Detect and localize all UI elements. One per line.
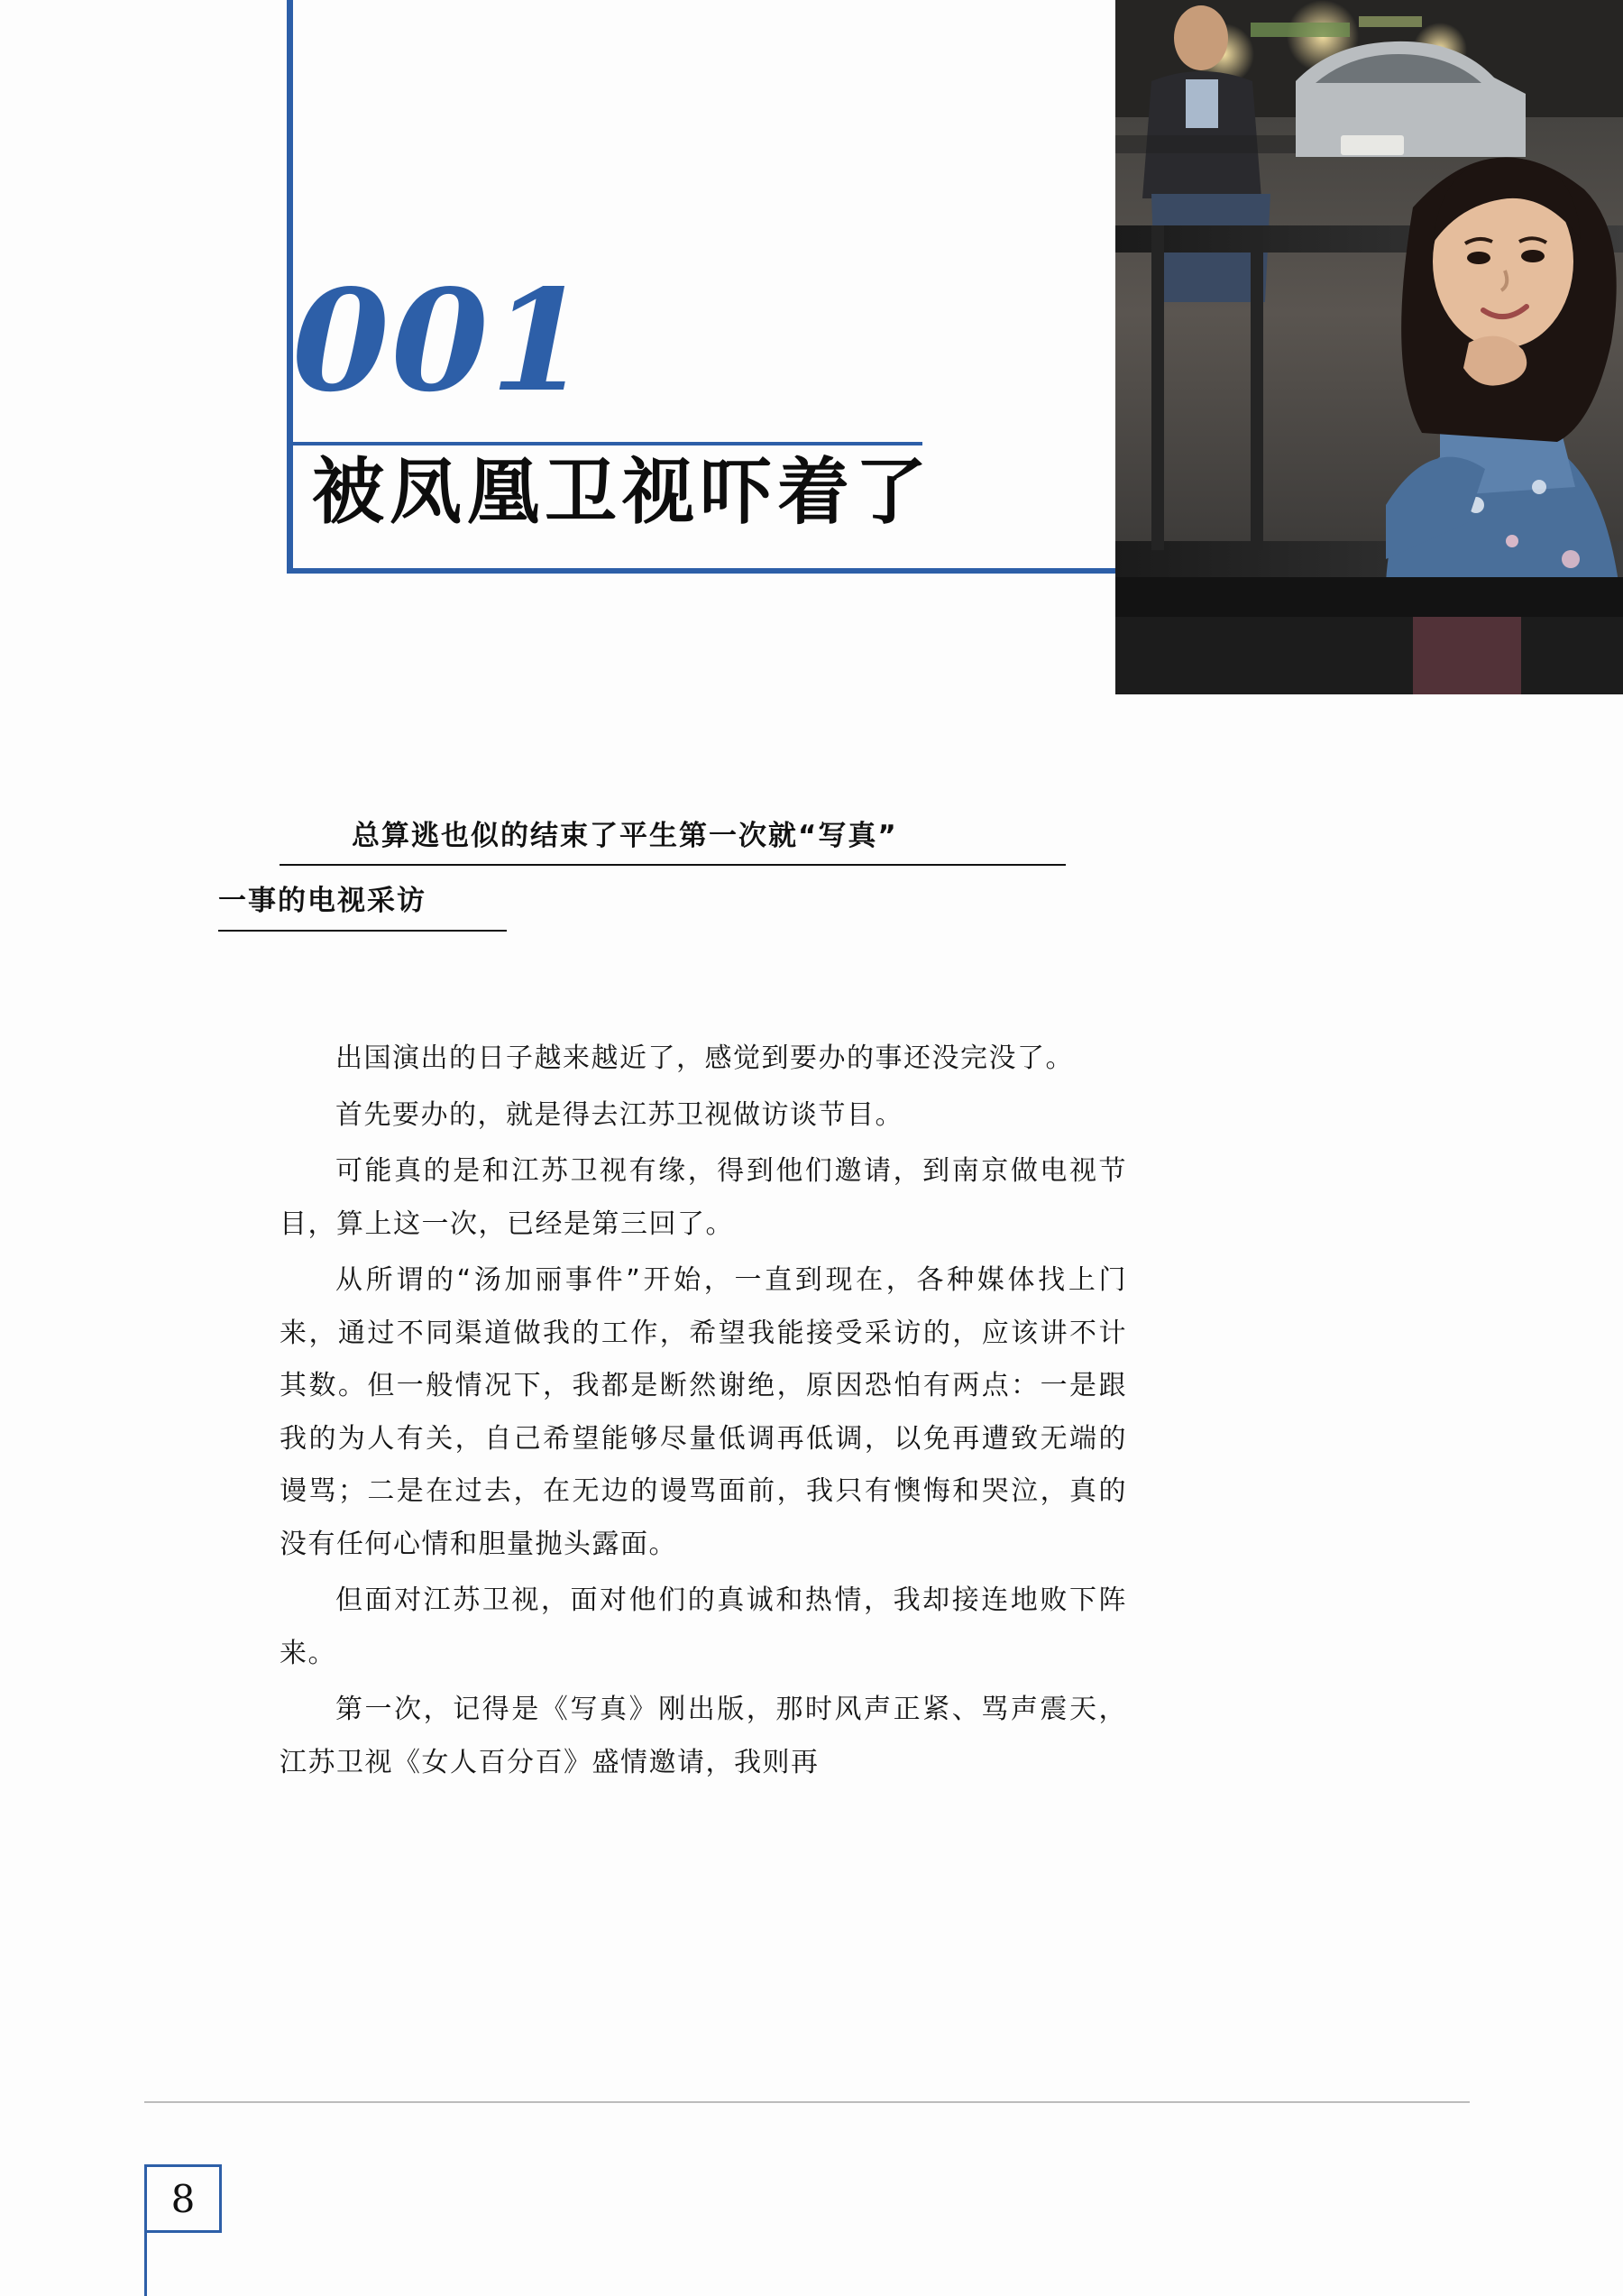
chapter-horizontal-rule	[287, 568, 1125, 574]
body-paragraph: 出国演出的日子越来越近了，感觉到要办的事还没完没了。	[335, 1042, 1074, 1074]
chapter-header	[287, 0, 1134, 595]
body-paragraph: 从所谓的“汤加丽事件”开始，一直到现在，各种媒体找上门来，通过不同渠道做我的工作，希望我能接受采访的，应该讲不计其数。但一般情况下，我都是断然谢绝，原因恐怕有两点：一是跟我的为人有关，自己希望能够尽量低调再低调，以免再遭致无端的谩骂；二是在过去，在无边的谩骂面前，我只有懊悔和哭泣，真的没有任何心情和胆量抛头露面。	[280, 1264, 1127, 1560]
body-paragraph: 首先要办的，就是得去江苏卫视做访谈节目。	[335, 1098, 903, 1131]
page-number: 8	[170, 2176, 196, 2221]
photo-illustration	[1115, 0, 1623, 694]
footer-divider	[144, 2101, 1470, 2103]
chapter-number-underline	[291, 442, 922, 445]
chapter-photo	[1115, 0, 1623, 694]
chapter-title: 被凤凰卫视吓着了	[312, 449, 932, 534]
body-paragraph: 但面对江苏卫视，面对他们的真诚和热情，我却接连地败下阵来。	[280, 1584, 1127, 1669]
lede-line-1: 总算逃也似的结束了平生第一次就“写真”	[280, 812, 1066, 866]
footer-accent-bar	[144, 2233, 147, 2296]
body-paragraph: 第一次，记得是《写真》刚出版，那时风声正紧、骂声震天，江苏卫视《女人百分百》盛情邀请，我则再	[280, 1694, 1127, 1778]
article-lede	[218, 812, 1136, 932]
body-paragraph: 可能真的是和江苏卫视有缘，得到他们邀请，到南京做电视节目，算上这一次，已经是第三回了。	[280, 1155, 1127, 1240]
article-body	[280, 1033, 1127, 1793]
lede-line-2: 一事的电视采访	[218, 877, 507, 931]
chapter-number: 001	[292, 258, 590, 423]
page-number-box	[144, 2164, 222, 2233]
